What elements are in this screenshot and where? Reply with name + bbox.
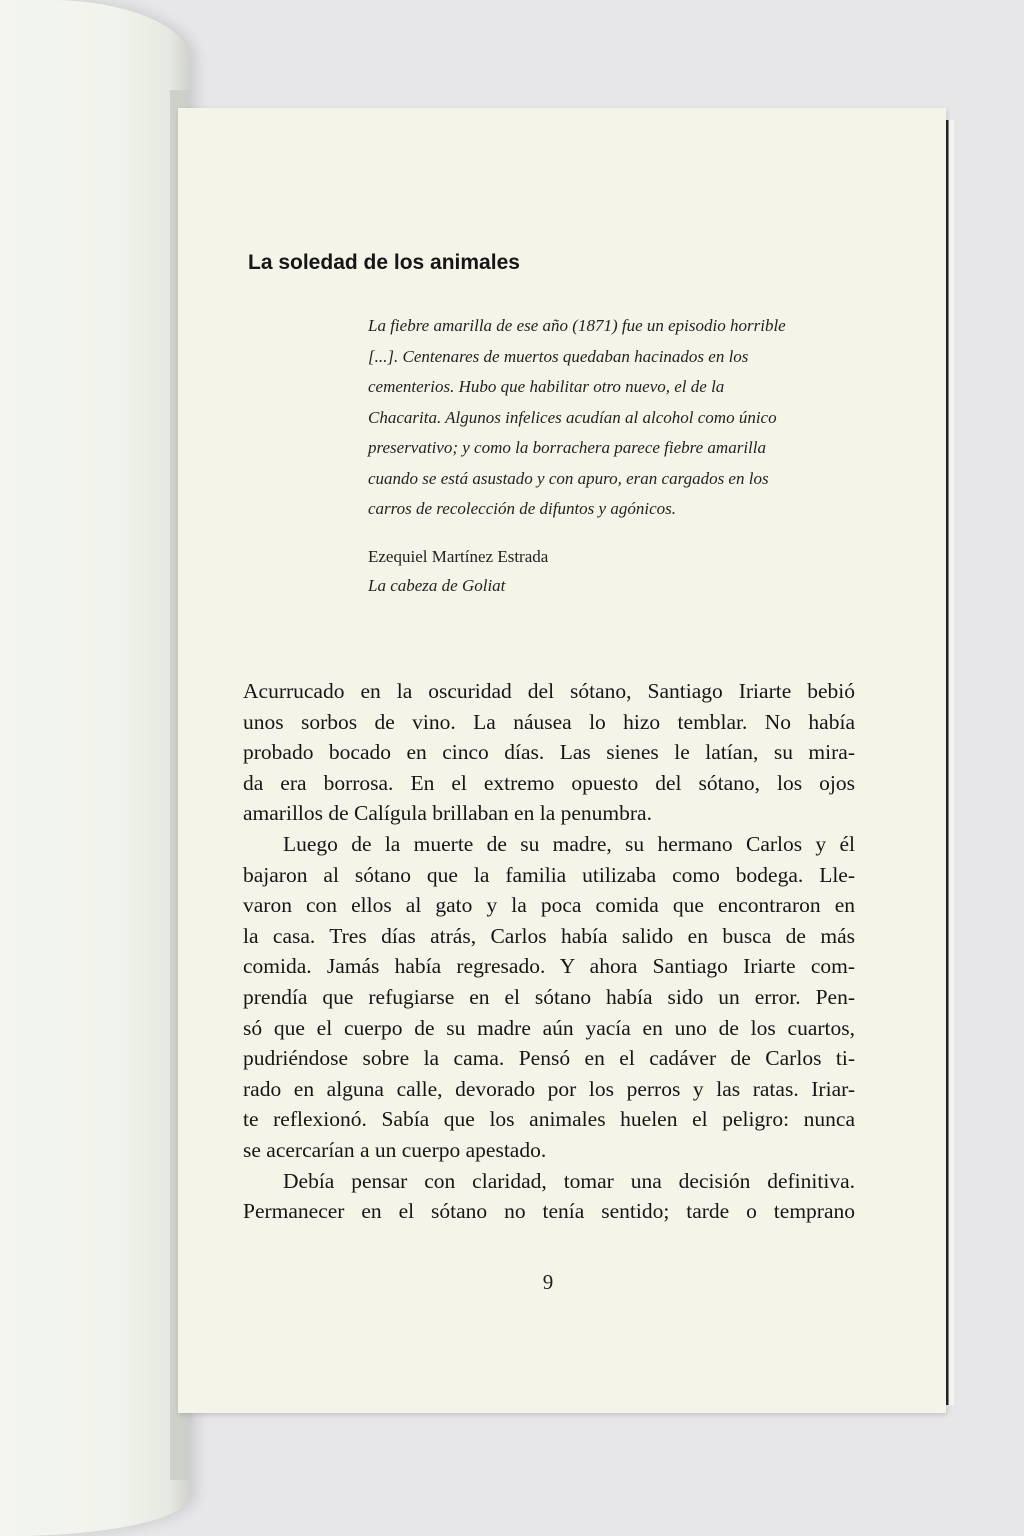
left-page — [0, 0, 190, 1536]
text-line: amarillos de Calígula brillaban en la penumbra. — [243, 801, 652, 826]
right-page — [178, 108, 946, 1413]
epigraph-line: cuando se está asustado y con apuro, eran cargados en los — [368, 468, 769, 488]
text-line: bajaron al sótano que la familia utilizaba como bodega. Lle- — [243, 862, 855, 887]
text-line: Permanecer en el sótano no tenía sentido; tarde o temprano — [243, 1199, 855, 1224]
epigraph-line: cementerios. Hubo que habilitar otro nuevo, el de la — [368, 377, 725, 396]
text-line: comida. Jamás había regresado. Y ahora Santiago Iriarte com- — [243, 954, 855, 979]
text-line: da era borrosa. En el extremo opuesto del sótano, los ojos — [243, 770, 855, 795]
paragraph — [243, 1166, 855, 1227]
text-line: Luego de la muerte de su madre, su hermano Carlos y él — [283, 831, 855, 856]
text-line: prendía que refugiarse en el sótano había sido un error. Pen- — [243, 984, 855, 1009]
text-line: rado en alguna calle, devorado por los perros y las ratas. Iriar- — [243, 1076, 855, 1101]
epigraph-source: La cabeza de Goliat — [368, 575, 506, 595]
text-line: pudriéndose sobre la cama. Pensó en el cadáver de Carlos ti- — [243, 1046, 855, 1071]
paragraph — [243, 676, 855, 829]
epigraph-quote — [368, 311, 888, 525]
epigraph-line: carros de recolección de difuntos y agónicos. — [368, 499, 676, 518]
text-line: la casa. Tres días atrás, Carlos había salido en busca de más — [243, 923, 855, 948]
body-text — [243, 676, 855, 1227]
text-line: varon con ellos al gato y la poca comida que encontraron en — [243, 893, 855, 918]
epigraph-line: preservativo; y como la borrachera parece fiebre amarilla — [368, 438, 766, 457]
text-line: só que el cuerpo de su madre aún yacía en uno de los cuartos, — [243, 1015, 855, 1040]
epigraph-line: Chacarita. Algunos infelices acudían al alcohol como único — [368, 407, 777, 427]
paragraph — [243, 829, 855, 1166]
chapter-title: La soledad de los animales — [248, 251, 520, 274]
page-number: 9 — [542, 1270, 554, 1294]
text-line: Debía pensar con claridad, tomar una decisión definitiva. — [283, 1168, 855, 1193]
text-line: unos sorbos de vino. La náusea lo hizo temblar. No había — [243, 709, 855, 734]
epigraph — [368, 311, 888, 600]
epigraph-line: [...]. Centenares de muertos quedaban hacinados en los — [368, 346, 749, 366]
epigraph-author: Ezequiel Martínez Estrada — [368, 546, 549, 566]
epigraph-line: La fiebre amarilla de ese año (1871) fue un episodio horrible — [368, 316, 786, 335]
text-line: se acercarían a un cuerpo apestado. — [243, 1137, 547, 1162]
text-line: te reflexionó. Sabía que los animales huelen el peligro: nunca — [243, 1107, 855, 1132]
text-line: probado bocado en cinco días. Las sienes le latían, su mira- — [243, 740, 855, 765]
text-line: Acurrucado en la oscuridad del sótano, Santiago Iriarte bebió — [243, 679, 855, 703]
